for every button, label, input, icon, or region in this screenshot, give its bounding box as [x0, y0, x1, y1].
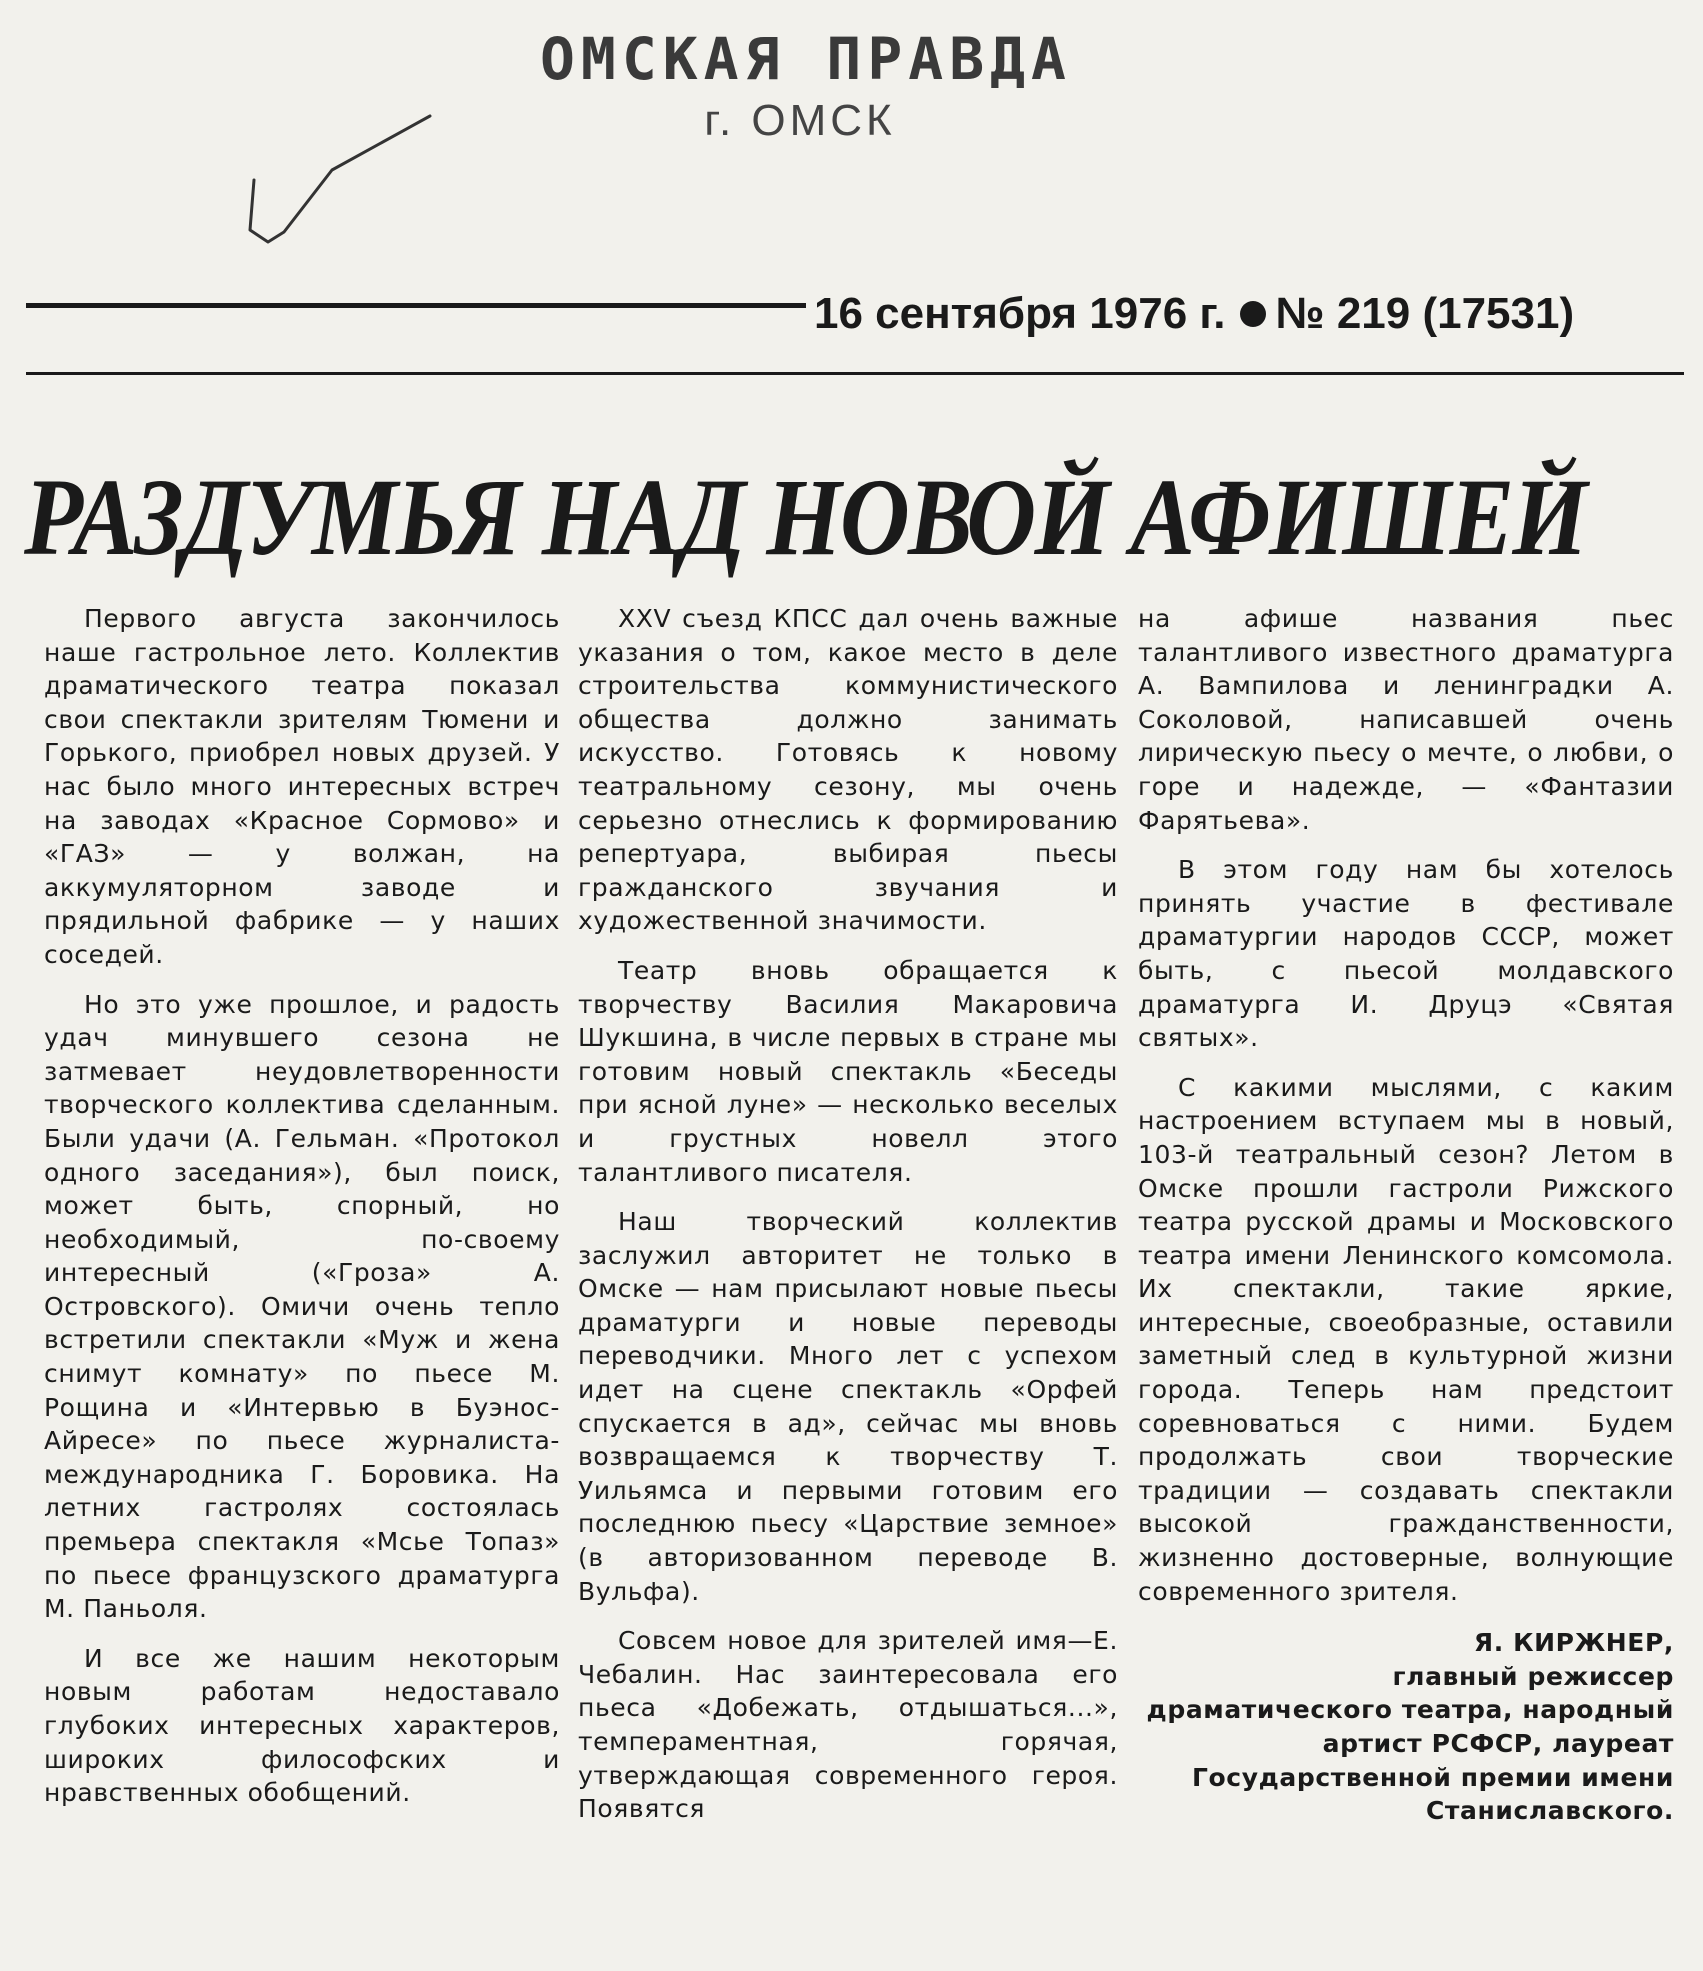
masthead-stamp	[540, 24, 1072, 148]
issue-date: 16 сентября 1976 г.	[814, 289, 1226, 338]
paper-name: ОМСКАЯ ПРАВДА	[540, 25, 1072, 93]
article-column-3	[1138, 602, 1674, 1828]
article-column-1	[44, 602, 560, 1826]
author-title: главный режиссер драматического театра, народный артист РСФСР, лауреат Государственной премии имени Станиславского.	[1146, 1661, 1674, 1826]
issue-number: № 219 (17531)	[1275, 289, 1575, 338]
top-rule	[26, 303, 806, 308]
article-column-2	[578, 602, 1118, 1842]
paragraph: Совсем новое для зрителей имя—Е. Чебалин. Нас заинтересовала его пьеса «Добежать, отдышаться...», темпераментная, горячая, утверждающая современного героя. Появятся	[578, 1626, 1118, 1824]
paragraph: И все же нашим некоторым новым работам недоставало глубоких интересных характеров, широких философских и нравственных обобщений.	[44, 1643, 560, 1808]
paper-city: г. ОМСК	[704, 96, 896, 145]
paragraph: С какими мыслями, с каким настроением вступаем мы в новый, 103-й театральный сезон? Летом в Омске прошли гастроли Рижского театра русской драмы и Московского театра имени Ленинского комсомола. Их спектакли, такие яркие, интересные, своеобразные, оставили заметный след в культурной жизни города. Теперь нам предстоит соревноваться с ними. Будем продолжать свои творческие традиции — создавать спектакли высокой гражданственности, жизненно достоверные, волнующие современного зрителя.	[1138, 1072, 1674, 1606]
dateline	[814, 286, 1684, 342]
paragraph: В этом году нам бы хотелось принять участие в фестивале драматургии народов СССР, может быть, с пьесой молдавского драматурга И. Друцэ «Святая святых».	[1138, 855, 1674, 1053]
bullet-icon	[1240, 301, 1266, 327]
paragraph: Но это уже прошлое, и радость удач минувшего сезона не затмевает неудовлетворенности творческого коллектива сделанным. Были удачи (А. Гельман. «Протокол одного заседания»), был поиск, может быть, спорный, но необходимый, по-своему интересный («Гроза» А. Островского). Омичи очень тепло встретили спектакли «Муж и жена снимут комнату» по пьесе М. Рощина и «Интервью в Буэнос-Айресе» по пьесе журналиста-международника Г. Боровика. На летних гастролях состоялась премьера спектакля «Мсье Топаз» по пьесе французского драматурга М. Паньоля.	[44, 989, 560, 1624]
paragraph: на афише названия пьес талантливого известного драматурга А. Вампилова и ленинградки А. Соколовой, написавшей очень лирическую пьесу о мечте, о любви, о горе и надежде, — «Фантазии Фарятьева».	[1138, 604, 1674, 835]
paragraph: Первого августа закончилось наше гастрольное лето. Коллектив драматического театра показал свои спектакли зрителям Тюмени и Горького, приобрел новых друзей. У нас было много интересных встреч на заводах «Красное Сормово» и «ГАЗ» — у волжан, на аккумуляторном заводе и прядильной фабрике — у наших соседей.	[44, 604, 560, 969]
article-headline: РАЗДУМЬЯ НАД НОВОЙ АФИШЕЙ	[24, 456, 1586, 578]
author-signature	[1138, 1626, 1674, 1828]
author-name: Я. КИРЖНЕР,	[1473, 1628, 1674, 1658]
paragraph: Театр вновь обращается к творчеству Василия Макаровича Шукшина, в числе первых в стране мы готовим новый спектакль «Беседы при ясной луне» — несколько веселых и грустных новелл этого талантливого писателя.	[578, 955, 1118, 1187]
paragraph: Наш творческий коллектив заслужил авторитет не только в Омске — нам присылают новые пьесы драматурги и новые переводы переводчики. Много лет с успехом идет на сцене спектакль «Орфей спускается в ад», сейчас мы вновь возвращаемся к творчеству Т. Уильямса и первыми готовим его последнюю пьесу «Царствие земное» (в авторизованном переводе В. Вульфа).	[578, 1207, 1118, 1606]
handwritten-checkmark	[240, 110, 440, 250]
paragraph: XXV съезд КПСС дал очень важные указания о том, какое место в деле строительства коммунистического общества должно занимать искусство. Готовясь к новому театральному сезону, мы очень серьезно отнеслись к формированию репертуара, выбирая пьесы гражданского звучания и художественной значимости.	[578, 604, 1118, 936]
header-rule	[26, 372, 1684, 375]
